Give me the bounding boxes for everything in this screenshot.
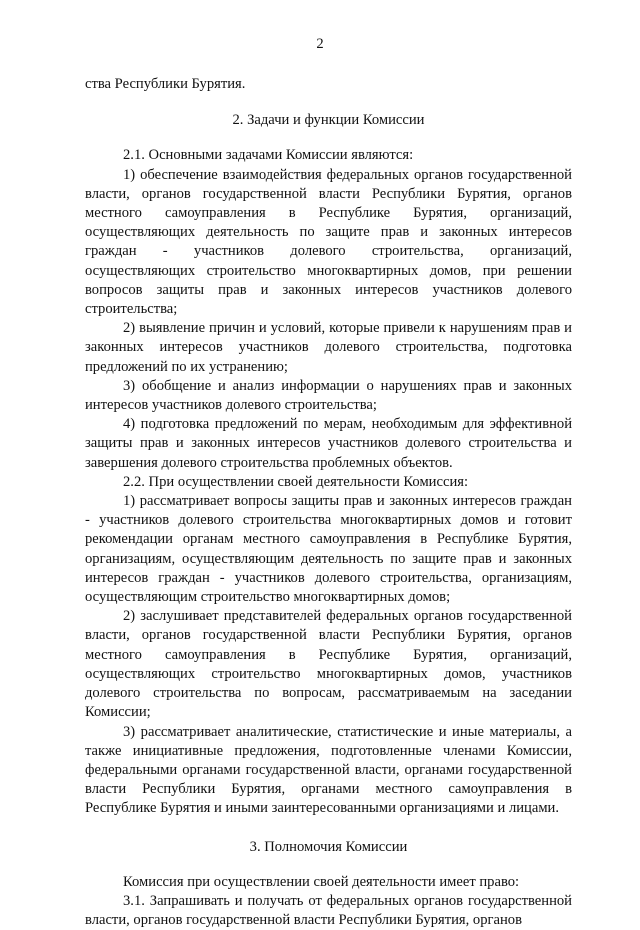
section-3-heading: 3. Полномочия Комиссии [249, 838, 408, 855]
task-item-2: 2) выявление причин и условий, которые привели к нарушениям прав и законных интересов участников долевого строительства, подготовка предложений по их устранению; [85, 320, 572, 375]
task-item-1: 1) обеспечение взаимодействия федеральных органов государственной власти, органов государственной власти Республики Бурятия, органов местного самоуправления в Республике Бурятия, организаций, осуществляющих деятельность по защите прав и законных интересов граждан - участников долевого строительства, организаций, осуществляющих строительство многоквартирных домов, при решении вопросов защиты прав и законных интересов участников долевого строительства; [85, 166, 572, 318]
document-body [85, 75, 572, 930]
task-item-4: 4) подготовка предложений по мерам, необходимым для эффективной защиты прав и законных интересов участников долевого строительства и завершения долевого строительства проблемных объектов. [85, 416, 572, 471]
section-2-heading: 2. Задачи и функции Комиссии [232, 112, 425, 129]
paragraph-2-1: 2.1. Основными задачами Комиссии являются: [123, 147, 414, 164]
function-item-3: 3) рассматривает аналитические, статистические и иные материалы, а также инициативные предложения, подготовленные членами Комиссии, федеральными органами государственной власти, органами государственной власти Республики Бурятия, органами местного самоуправления в Республике Бурятия и иными заинтересованными организациями и лицами. [85, 723, 572, 817]
task-item-3: 3) обобщение и анализ информации о нарушениях прав и законных интересов участников долевого строительства; [85, 377, 572, 414]
function-item-1: 1) рассматривает вопросы защиты прав и законных интересов граждан - участников долевого строительства многоквартирных домов и готовит рекомендации органам местного самоуправления в Республике Бурятия, организациям, осуществляющим деятельность по защите прав и законных интересов граждан - участников долевого строительства, организациям, осуществляющим строительство многоквартирных домов; [85, 493, 572, 606]
continuation-text: ства Республики Бурятия. [85, 76, 246, 92]
section-3-intro: Комиссия при осуществлении своей деятельности имеет право: [123, 873, 520, 890]
function-item-2: 2) заслушивает представителей федеральных органов государственной власти, органов государственной власти Республики Бурятия, органов местного самоуправления в Республике Бурятия, организаций, осуществляющих строительство многоквартирных домов, участников долевого строительства по вопросам, рассматриваемым на заседании Комиссии; [85, 608, 572, 721]
paragraph-2-2: 2.2. При осуществлении своей деятельности Комиссия: [123, 473, 469, 490]
page-number: 2 [316, 36, 324, 52]
paragraph-3-1: 3.1. Запрашивать и получать от федеральных органов государственной власти, органов государственной власти Республики Бурятия, органов [85, 892, 572, 929]
